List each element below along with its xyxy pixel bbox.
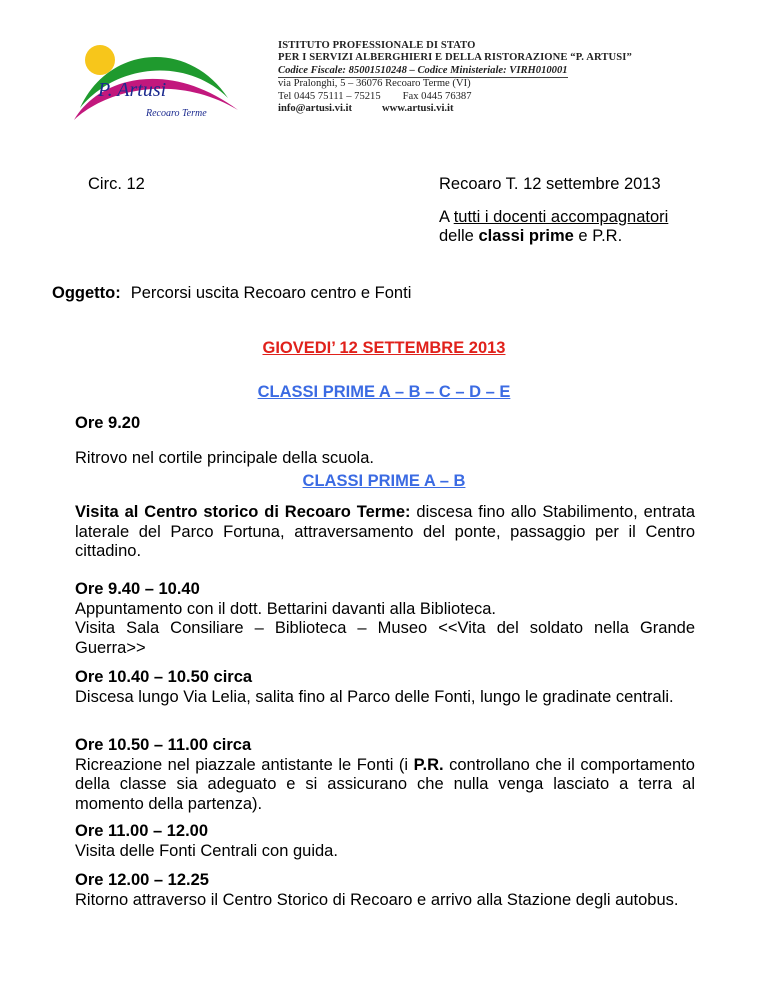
institute-phones <box>278 91 658 103</box>
recipients-prefix: A <box>439 208 454 226</box>
institute-address: via Pralonghi, 5 – 36076 Recoaro Terme (VI) <box>278 78 471 90</box>
schedule-text-a: Ricreazione nel piazzale antistante le Fonti (i <box>75 755 414 774</box>
institute-fax: Fax 0445 76387 <box>402 90 472 102</box>
schedule-text-b: controllano che il comportamento della classe sia adeguato e si assicurano che nulla venga lasciato a terra al momento della partenza). <box>75 755 695 813</box>
schedule-item-1 <box>75 580 695 658</box>
schedule-time: Ore 10.50 – 11.00 circa <box>75 736 252 754</box>
logo-subtext: Recoaro Terme <box>146 108 207 119</box>
institute-line1: ISTITUTO PROFESSIONALE DI STATO <box>278 40 476 51</box>
schedule-text: Appuntamento con il dott. Bettarini davanti alla Biblioteca. <box>75 599 497 618</box>
institute-email: info@artusi.vi.it <box>278 103 353 115</box>
subject-line <box>52 284 411 303</box>
subject-label: Oggetto: <box>52 284 121 302</box>
ore-920-section <box>75 414 695 468</box>
institute-line2: PER I SERVIZI ALBERGHIERI E DELLA RISTORAZIONE “P. ARTUSI” <box>278 52 632 64</box>
institute-web: www.artusi.vi.it <box>382 103 454 115</box>
schedule-item-3 <box>75 736 695 814</box>
recipients-underlined: tutti i docenti accompagnatori <box>453 208 669 226</box>
schedule-text: Visita delle Fonti Centrali con guida. <box>75 841 338 860</box>
recipients-line2-a: delle <box>439 227 479 245</box>
subject-text: Percorsi uscita Recoaro centro e Fonti <box>130 284 412 302</box>
recipients <box>439 208 668 246</box>
classes-ab-heading: CLASSI PRIME A – B <box>302 472 466 490</box>
institute-contacts <box>278 103 658 115</box>
ore-920-time: Ore 9.20 <box>75 414 141 432</box>
schedule-time: Ore 11.00 – 12.00 <box>75 822 209 840</box>
visit-bold: Visita al Centro storico di Recoaro Terme: <box>75 503 411 521</box>
recipients-classes: classi prime <box>478 227 574 245</box>
schedule-time: Ore 9.40 – 10.40 <box>75 580 200 598</box>
classes-all-heading: CLASSI PRIME A – B – C – D – E <box>257 383 511 401</box>
schedule-item-4 <box>75 822 695 861</box>
schedule-text: Ritorno attraverso il Centro Storico di Recoaro e arrivo alla Stazione degli autobus. <box>75 890 679 909</box>
artusi-logo <box>68 38 260 126</box>
recipients-line1 <box>439 208 668 227</box>
schedule-time: Ore 12.00 – 12.25 <box>75 871 209 889</box>
schedule-text-2: Visita Sala Consiliare – Biblioteca – Museo <<Vita del soldato nella Grande Guerra>> <box>75 619 695 657</box>
recipients-line2 <box>439 227 668 246</box>
logo-text: P. Artusi <box>98 79 167 101</box>
institute-header <box>278 40 658 115</box>
schedule-time: Ore 10.40 – 10.50 circa <box>75 668 253 686</box>
ore-920-text: Ritrovo nel cortile principale della scuola. <box>75 448 374 467</box>
schedule-item-2 <box>75 668 695 707</box>
institute-tel: Tel 0445 75111 – 75215 <box>278 90 381 102</box>
circular-number: Circ. 12 <box>88 175 145 193</box>
schedule-item-5 <box>75 871 695 910</box>
schedule-text: Discesa lungo Via Lelia, salita fino al Parco delle Fonti, lungo le gradinate centrali. <box>75 687 674 706</box>
day-heading: GIOVEDI’ 12 SETTEMBRE 2013 <box>262 339 506 357</box>
recipients-line2-b: e P.R. <box>573 227 623 245</box>
schedule-text-bold: P.R. <box>413 755 444 774</box>
visit-description <box>75 503 695 562</box>
document-date: Recoaro T. 12 settembre 2013 <box>439 175 661 193</box>
institute-codes: Codice Fiscale: 85001510248 – Codice Ministeriale: VIRH010001 <box>278 65 568 78</box>
visit-text: discesa fino allo Stabilimento, entrata laterale del Parco Fortuna, attraversamento del ponte, passaggio per il Centro cittadino. <box>75 503 695 561</box>
schedule-text <box>75 756 695 815</box>
sun-icon <box>85 45 115 75</box>
